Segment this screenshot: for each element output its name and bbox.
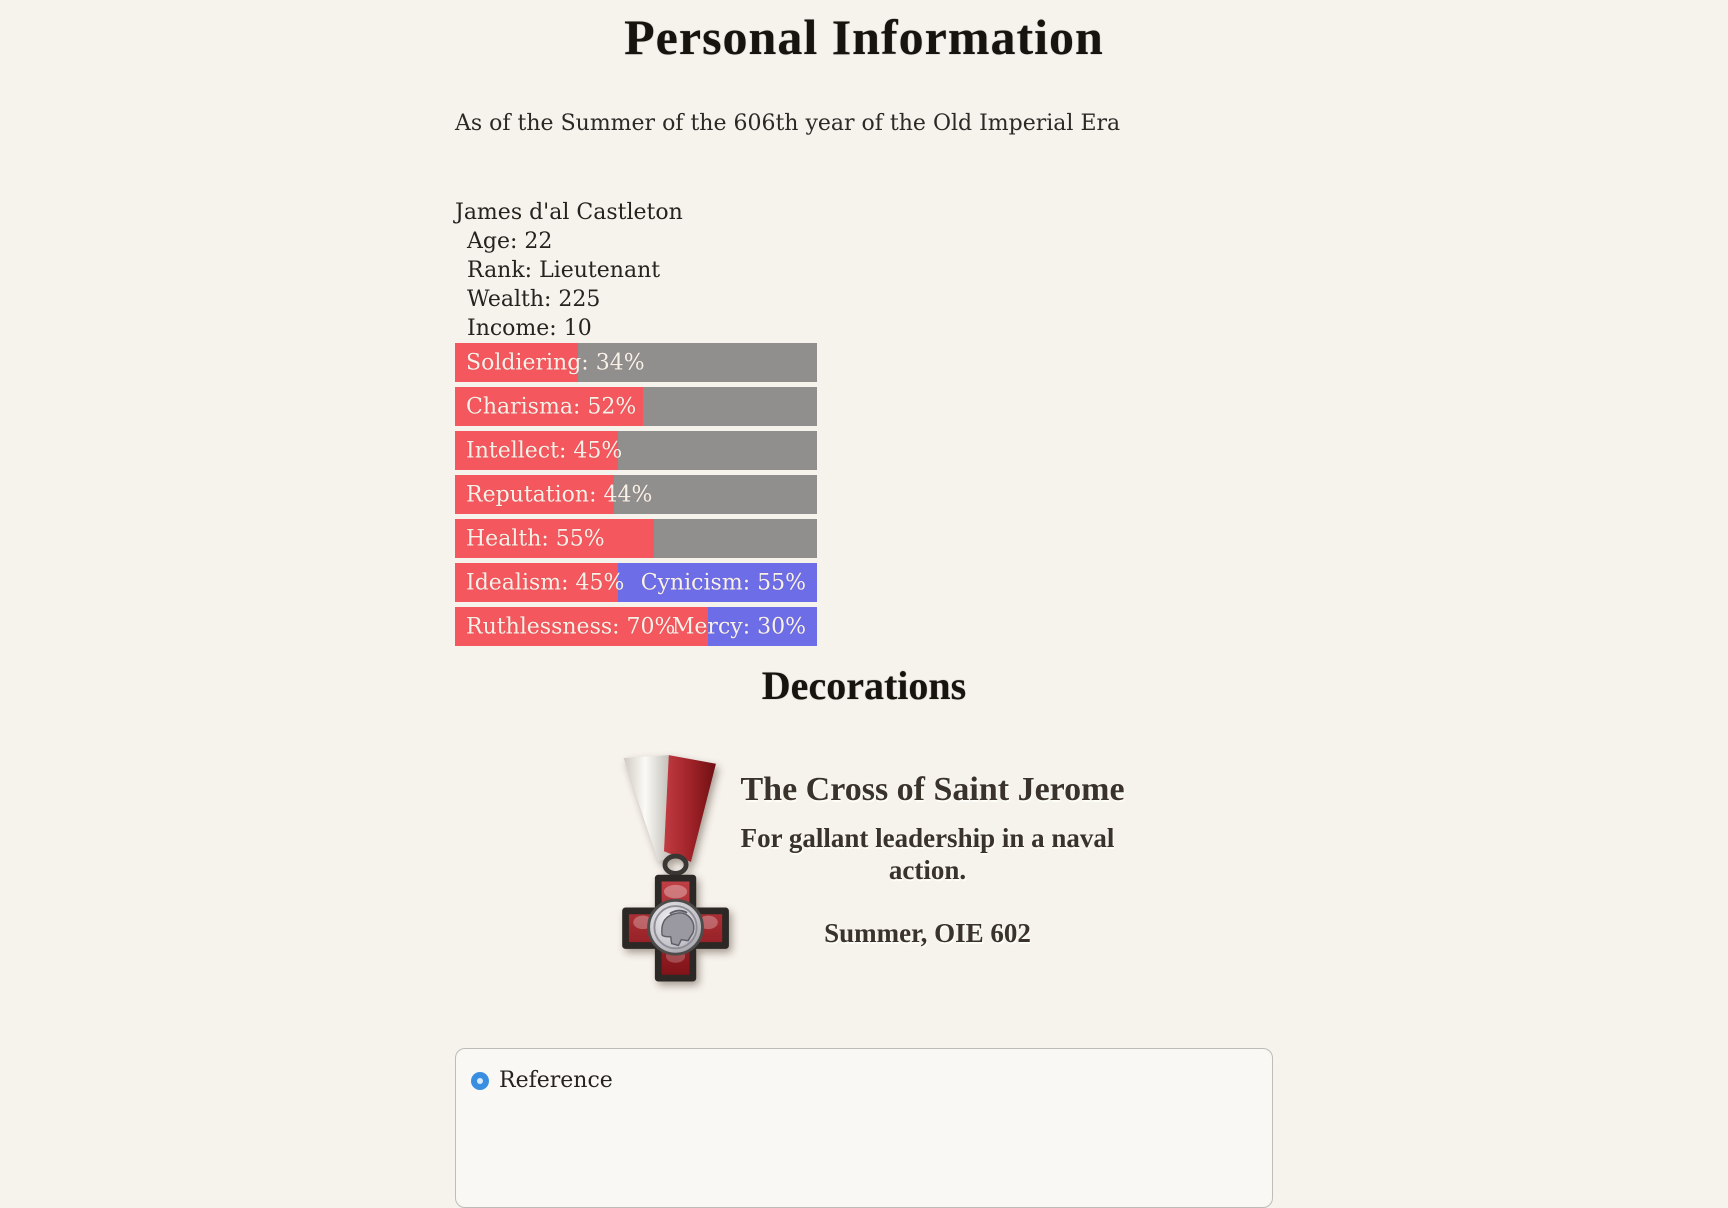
attribute-income: Income: 10 [467, 316, 592, 341]
medal-ribbon [623, 755, 715, 862]
stat-bar-label: Idealism: 45% [466, 570, 625, 595]
stat-bar-ruthlessness [455, 607, 817, 646]
medal-date: Summer, OIE 602 [824, 918, 1031, 949]
stat-bar-reputation [455, 475, 817, 514]
attribute-wealth: Wealth: 225 [467, 287, 601, 312]
stat-bar-label: Intellect: 45% [466, 438, 623, 463]
medal-text-block [740, 750, 1125, 949]
stat-bar-charisma [455, 387, 817, 426]
radio-selected-icon[interactable] [471, 1072, 489, 1090]
reference-option[interactable] [471, 1068, 1257, 1093]
stat-bar-label: Ruthlessness: 70% [466, 614, 676, 639]
medal-entry [455, 750, 1273, 994]
attribute-age: Age: 22 [467, 229, 553, 254]
stat-bar-soldiering [455, 343, 817, 382]
stat-bar-right-label: Mercy: 30% [671, 614, 806, 639]
stat-bar-label: Health: 55% [466, 526, 605, 551]
character-name: James d'al Castleton [455, 200, 683, 225]
decorations-heading: Decorations [761, 663, 967, 708]
stat-bar-health [455, 519, 817, 558]
date-subtitle: As of the Summer of the 606th year of the Old Imperial Era [455, 111, 1121, 136]
medal-name: The Cross of Saint Jerome [740, 771, 1125, 808]
medal-icon [614, 750, 739, 990]
stat-bar-right-label: Cynicism: 55% [640, 570, 806, 595]
stats-page [455, 6, 1273, 1208]
stat-bars [455, 343, 817, 646]
character-attributes [455, 227, 1273, 343]
medal-center-disc [648, 900, 702, 954]
character-info-block [455, 198, 1273, 343]
page-title: Personal Information [624, 9, 1104, 65]
stat-bar-label: Reputation: 44% [466, 482, 653, 507]
stat-bar-idealism [455, 563, 817, 602]
choice-box [455, 1048, 1273, 1208]
stat-bar-label: Soldiering: 34% [466, 350, 645, 375]
stat-bar-label: Charisma: 52% [466, 394, 637, 419]
attribute-rank: Rank: Lieutenant [467, 258, 661, 283]
cross-of-saint-jerome-medal-image [614, 750, 739, 994]
reference-option-label[interactable]: Reference [499, 1068, 613, 1093]
stat-bar-intellect [455, 431, 817, 470]
medal-citation: For gallant leadership in a naval action. [740, 822, 1115, 886]
